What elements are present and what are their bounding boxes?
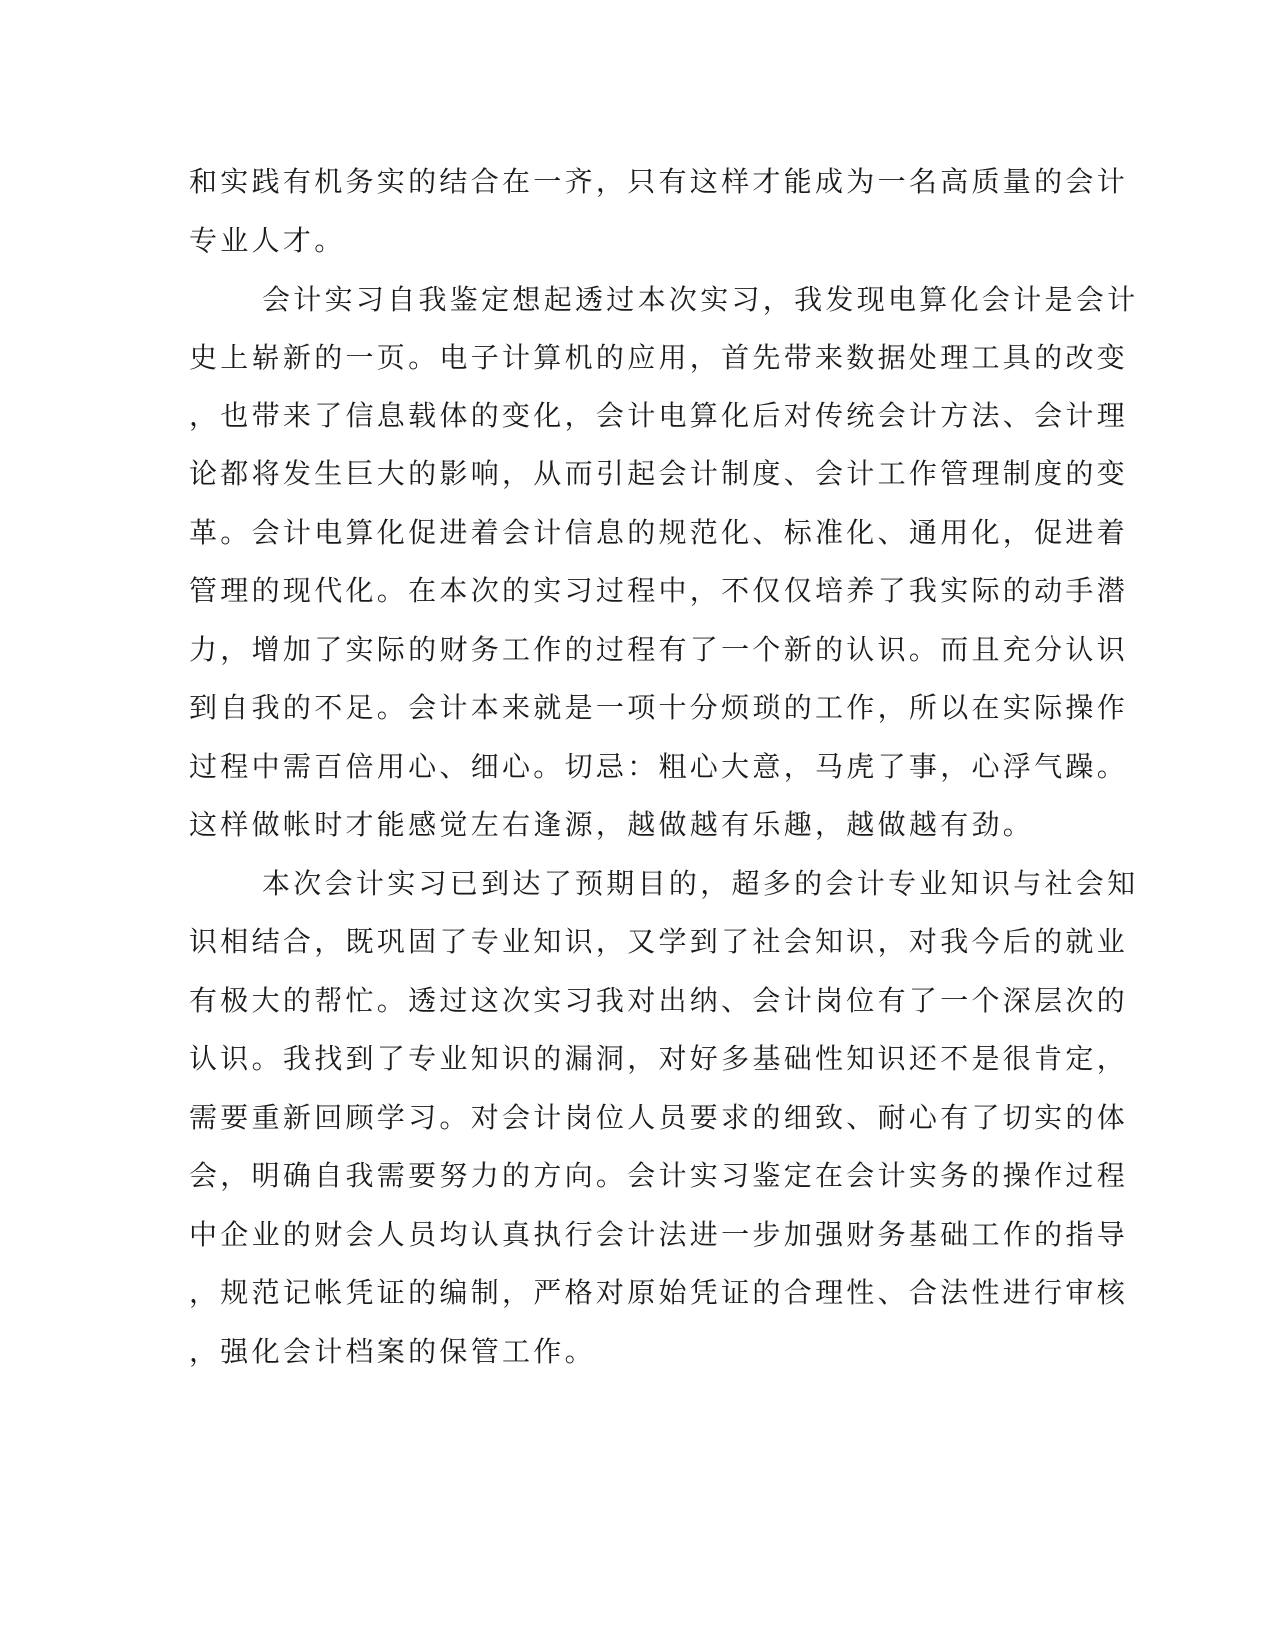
text-line: 和实践有机务实的结合在一齐，只有这样才能成为一名高质量的会计: [189, 165, 1129, 198]
text-line: 会计实习自我鉴定想起透过本次实习，我发现电算化会计是会计: [262, 283, 1139, 316]
text-line: 论都将发生巨大的影响，从而引起会计制度、会计工作管理制度的变: [189, 457, 1129, 490]
text-line: 会，明确自我需要努力的方向。会计实习鉴定在会计实务的操作过程: [189, 1159, 1129, 1192]
text-line: 力，增加了实际的财务工作的过程有了一个新的认识。而且充分认识: [189, 633, 1129, 666]
text-line: 革。会计电算化促进着会计信息的规范化、标准化、通用化，促进着: [189, 516, 1129, 549]
text-line: 管理的现代化。在本次的实习过程中，不仅仅培养了我实际的动手潜: [189, 574, 1129, 607]
text-line: 识相结合，既巩固了专业知识，又学到了社会知识，对我今后的就业: [189, 925, 1129, 958]
text-line: 有极大的帮忙。透过这次实习我对出纳、会计岗位有了一个深层次的: [189, 984, 1129, 1017]
text-line: 专业人才。: [189, 224, 346, 257]
text-line: 到自我的不足。会计本来就是一项十分烦琐的工作，所以在实际操作: [189, 691, 1129, 724]
text-line: 史上崭新的一页。电子计算机的应用，首先带来数据处理工具的改变: [189, 341, 1129, 374]
text-line: 本次会计实习已到达了预期目的，超多的会计专业知识与社会知: [262, 867, 1139, 900]
text-line: ，规范记帐凭证的编制，严格对原始凭证的合理性、合法性进行审核: [189, 1276, 1129, 1309]
text-line: 认识。我找到了专业知识的漏洞，对好多基础性知识还不是很肯定，: [189, 1042, 1129, 1075]
text-line: 中企业的财会人员均认真执行会计法进一步加强财务基础工作的指导: [189, 1218, 1129, 1251]
text-line: ，强化会计档案的保管工作。: [189, 1335, 596, 1368]
text-line: ，也带来了信息载体的变化，会计电算化后对传统会计方法、会计理: [189, 399, 1129, 432]
text-line: 需要重新回顾学习。对会计岗位人员要求的细致、耐心有了切实的体: [189, 1101, 1129, 1134]
text-line: 过程中需百倍用心、细心。切忌：粗心大意，马虎了事，心浮气躁。: [189, 750, 1129, 783]
text-line: 这样做帐时才能感觉左右逢源，越做越有乐趣，越做越有劲。: [189, 808, 1035, 841]
